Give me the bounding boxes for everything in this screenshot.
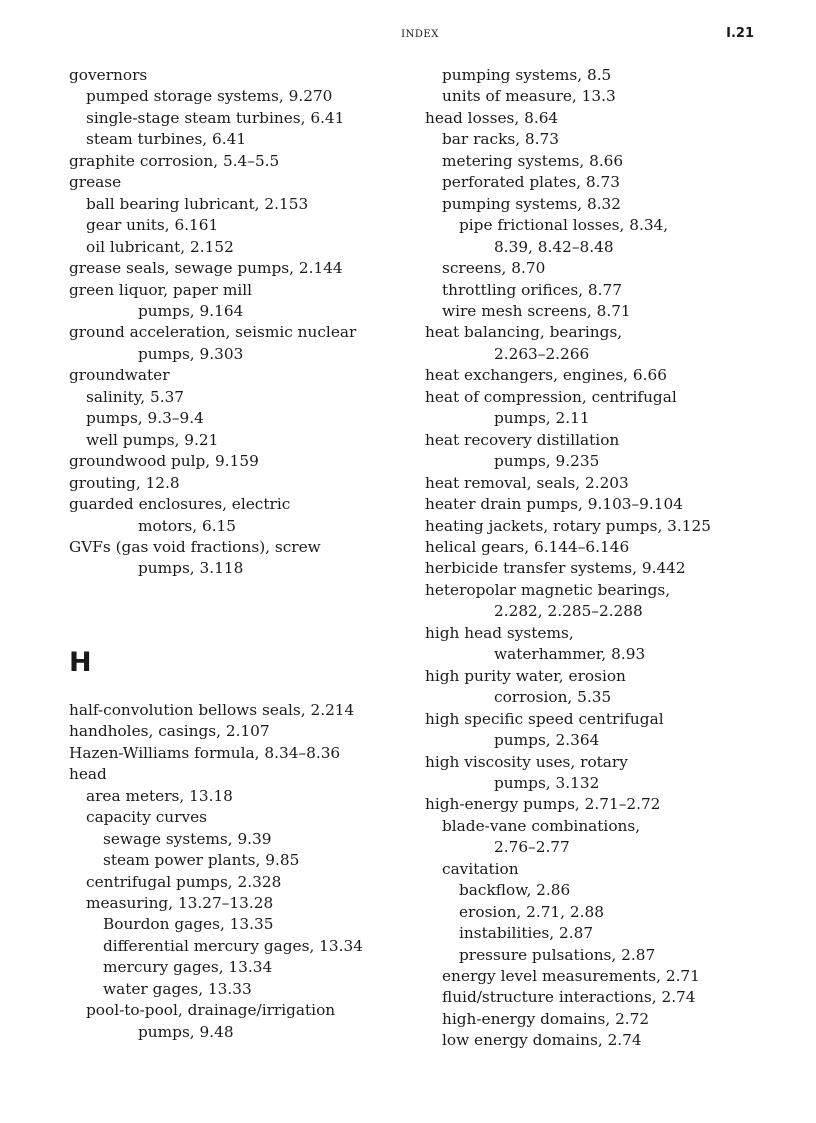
index-subentry: cavitation xyxy=(442,859,519,878)
page-number: I.21 xyxy=(726,26,754,41)
index-entry: grease seals, sewage pumps, 2.144 xyxy=(69,259,343,278)
index-column-right xyxy=(425,65,770,1052)
index-entries-h xyxy=(69,700,414,1043)
index-entry: grouting, 12.8 xyxy=(69,473,180,492)
index-entry: guarded enclosures, electric xyxy=(69,495,291,514)
index-entry: high-energy pumps, 2.71–2.72 xyxy=(425,795,661,814)
index-entry: heat recovery distillation xyxy=(425,430,620,449)
index-entry-continuation: 2.263–2.266 xyxy=(494,344,590,363)
index-entry-continuation: pumps, 9.164 xyxy=(138,301,244,320)
index-entry-continuation: pumps, 9.303 xyxy=(138,344,244,363)
index-subentry: sewage systems, 9.39 xyxy=(103,829,272,848)
index-entry-continuation: pumps, 9.48 xyxy=(138,1022,234,1041)
index-entry: high viscosity uses, rotary xyxy=(425,752,628,771)
index-entry: herbicide transfer systems, 9.442 xyxy=(425,559,686,578)
index-entry-continuation: pumps, 2.364 xyxy=(494,731,600,750)
index-entry: heat of compression, centrifugal xyxy=(425,387,677,406)
index-subentry: capacity curves xyxy=(86,808,207,827)
index-entry-continuation: waterhammer, 8.93 xyxy=(494,645,646,664)
index-entry: groundwater xyxy=(69,366,170,385)
index-subentry: pressure pulsations, 2.87 xyxy=(459,945,656,964)
index-subentry: perforated plates, 8.73 xyxy=(442,173,620,192)
index-subentry: units of measure, 13.3 xyxy=(442,87,616,106)
index-entry: head losses, 8.64 xyxy=(425,108,559,127)
index-entry-continuation: pumps, 3.132 xyxy=(494,773,600,792)
index-column-left xyxy=(69,65,414,1043)
index-entry: heat balancing, bearings, xyxy=(425,323,623,342)
index-subentry: throttling orifices, 8.77 xyxy=(442,280,622,299)
index-subentry: low energy domains, 2.74 xyxy=(442,1031,642,1050)
index-entry: half-convolution bellows seals, 2.214 xyxy=(69,700,355,719)
index-entries-g xyxy=(69,65,414,580)
index-subentry: energy level measurements, 2.71 xyxy=(442,967,700,986)
index-subentry: differential mercury gages, 13.34 xyxy=(103,936,363,955)
index-entry: heat removal, seals, 2.203 xyxy=(425,473,629,492)
index-entry-continuation: corrosion, 5.35 xyxy=(494,688,612,707)
index-entry: grease xyxy=(69,173,122,192)
index-subentry: pumps, 9.3–9.4 xyxy=(86,409,204,428)
index-subentry: screens, 8.70 xyxy=(442,259,546,278)
index-entry: high specific speed centrifugal xyxy=(425,709,664,728)
index-subentry: pumping systems, 8.32 xyxy=(442,194,622,213)
index-subentry: steam power plants, 9.85 xyxy=(103,851,300,870)
index-subentry: water gages, 13.33 xyxy=(103,979,252,998)
index-entry: heteropolar magnetic bearings, xyxy=(425,580,671,599)
index-subentry: backflow, 2.86 xyxy=(459,881,571,900)
index-entry: Hazen-Williams formula, 8.34–8.36 xyxy=(69,743,341,762)
section-heading-h: H xyxy=(69,646,92,678)
index-entry: groundwood pulp, 9.159 xyxy=(69,452,259,471)
index-entry-continuation: 8.39, 8.42–8.48 xyxy=(494,237,614,256)
index-subentry: instabilities, 2.87 xyxy=(459,924,594,943)
index-entries-h-continued xyxy=(425,65,770,1052)
index-entry: ground acceleration, seismic nuclear xyxy=(69,323,357,342)
index-subentry: ball bearing lubricant, 2.153 xyxy=(86,194,309,213)
index-subentry: well pumps, 9.21 xyxy=(86,430,219,449)
index-subentry: bar racks, 8.73 xyxy=(442,130,559,149)
index-subentry: centrifugal pumps, 2.328 xyxy=(86,872,282,891)
index-subentry: measuring, 13.27–13.28 xyxy=(86,893,274,912)
index-subentry: Bourdon gages, 13.35 xyxy=(103,915,274,934)
index-entry: governors xyxy=(69,66,148,84)
index-entry: high purity water, erosion xyxy=(425,666,626,685)
index-subentry: area meters, 13.18 xyxy=(86,786,233,805)
index-entry-continuation: 2.76–2.77 xyxy=(494,838,570,857)
index-entry: high head systems, xyxy=(425,623,574,642)
index-subentry: erosion, 2.71, 2.88 xyxy=(459,902,604,921)
index-subentry: metering systems, 8.66 xyxy=(442,151,624,170)
index-subentry: mercury gages, 13.34 xyxy=(103,958,273,977)
index-entry: heater drain pumps, 9.103–9.104 xyxy=(425,495,683,514)
index-entry: green liquor, paper mill xyxy=(69,280,253,299)
index-entry-continuation: pumps, 2.11 xyxy=(494,409,590,428)
index-entry: head xyxy=(69,765,107,784)
index-entry-continuation: motors, 6.15 xyxy=(138,516,237,535)
index-subentry: gear units, 6.161 xyxy=(86,216,219,235)
index-subentry: pool-to-pool, drainage/irrigation xyxy=(86,1001,336,1020)
index-subentry: blade-vane combinations, xyxy=(442,816,641,835)
index-entry: helical gears, 6.144–6.146 xyxy=(425,537,630,556)
index-subentry: pumping systems, 8.5 xyxy=(442,66,612,84)
index-entry: heating jackets, rotary pumps, 3.125 xyxy=(425,516,711,535)
index-entry-continuation: pumps, 3.118 xyxy=(138,559,244,578)
index-subentry: pumped storage systems, 9.270 xyxy=(86,87,333,106)
index-entry: graphite corrosion, 5.4–5.5 xyxy=(69,151,280,170)
index-subentry: oil lubricant, 2.152 xyxy=(86,237,234,256)
index-entry-continuation: pumps, 9.235 xyxy=(494,452,600,471)
index-entry: GVFs (gas void fractions), screw xyxy=(69,537,321,556)
index-entry-continuation: 2.282, 2.285–2.288 xyxy=(494,602,643,621)
index-subentry: single-stage steam turbines, 6.41 xyxy=(86,108,345,127)
index-entry: handholes, casings, 2.107 xyxy=(69,722,270,741)
index-subentry: fluid/structure interactions, 2.74 xyxy=(442,988,696,1007)
index-subentry: salinity, 5.37 xyxy=(86,387,185,406)
index-subentry: steam turbines, 6.41 xyxy=(86,130,247,149)
index-subentry: high-energy domains, 2.72 xyxy=(442,1009,650,1028)
running-header: INDEX xyxy=(401,29,439,40)
index-entry: heat exchangers, engines, 6.66 xyxy=(425,366,667,385)
index-subentry: pipe frictional losses, 8.34, xyxy=(459,216,669,235)
index-subentry: wire mesh screens, 8.71 xyxy=(442,301,631,320)
